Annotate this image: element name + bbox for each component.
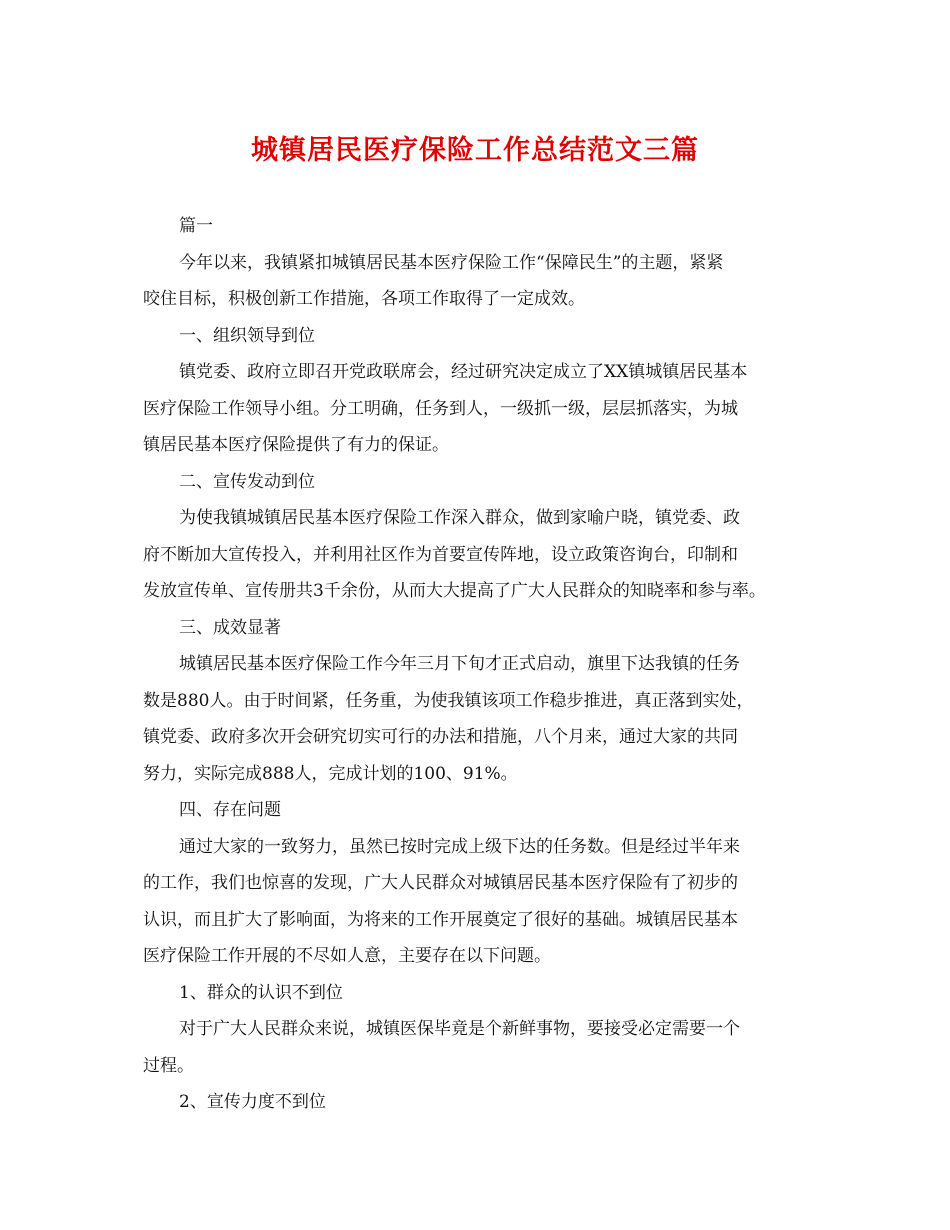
- body-text-line: 发放宣传单、宣传册共3千余份，从而大大提高了广大人民群众的知晓率和参与率。: [143, 581, 766, 601]
- document-body: [143, 208, 823, 1121]
- body-text-line: 对于广大人民群众来说，城镇医保毕竟是个新鲜事物，要接受必定需要一个: [179, 1019, 740, 1039]
- body-text-line: 医疗保险工作开展的不尽如人意，主要存在以下问题。: [143, 946, 551, 966]
- body-text-line: 2、宣传力度不到位: [179, 1092, 326, 1112]
- body-text-line: 二、宣传发动到位: [179, 471, 315, 492]
- body-text-line: 医疗保险工作领导小组。分工明确，任务到人，一级抓一级，层层抓落实，为城: [143, 398, 738, 419]
- body-text-line: 镇党委、政府立即召开党政联席会，经过研究决定成立了XX镇城镇居民基本: [179, 362, 748, 382]
- document-title: 城镇居民医疗保险工作总结范文三篇: [251, 135, 699, 166]
- body-text-line: 镇党委、政府多次开会研究切实可行的办法和措施，八个月来，通过大家的共同: [143, 727, 738, 747]
- body-text-line: 认识，而且扩大了影响面，为将来的工作开展奠定了很好的基础。城镇居民基本: [143, 909, 738, 930]
- body-text-line: 三、成效显著: [179, 617, 281, 638]
- body-text-line: 四、存在问题: [179, 800, 281, 820]
- body-text-line: 1、群众的认识不到位: [179, 982, 343, 1003]
- body-text-line: 的工作，我们也惊喜的发现，广大人民群众对城镇居民基本医疗保险有了初步的: [143, 873, 738, 893]
- body-text-line: 镇居民基本医疗保险提供了有力的保证。: [143, 435, 449, 455]
- body-text-line: 今年以来，我镇紧扣城镇居民基本医疗保险工作“保障民生”的主题，紧紧: [179, 252, 724, 273]
- body-text-line: 篇一: [179, 216, 213, 236]
- body-text-line: 通过大家的一致努力，虽然已按时完成上级下达的任务数。但是经过半年来: [179, 836, 740, 857]
- body-text-line: 努力，实际完成888人，完成计划的100、91%。: [143, 763, 518, 784]
- body-text-line: 数是880人。由于时间紧，任务重，为使我镇该项工作稳步推进，真正落到实处，: [143, 690, 754, 711]
- body-text-line: 过程。: [143, 1055, 194, 1076]
- body-text-line: 一、组织领导到位: [179, 325, 315, 346]
- body-text-line: 为使我镇城镇居民基本医疗保险工作深入群众，做到家喻户晓，镇党委、政: [179, 508, 740, 528]
- body-text-line: 城镇居民基本医疗保险工作今年三月下旬才正式启动，旗里下达我镇的任务: [179, 654, 740, 674]
- body-text-line: 咬住目标，积极创新工作措施，各项工作取得了一定成效。: [143, 289, 585, 309]
- body-text-line: 府不断加大宣传投入，并利用社区作为首要宣传阵地，设立政策咨询台，印制和: [143, 544, 738, 565]
